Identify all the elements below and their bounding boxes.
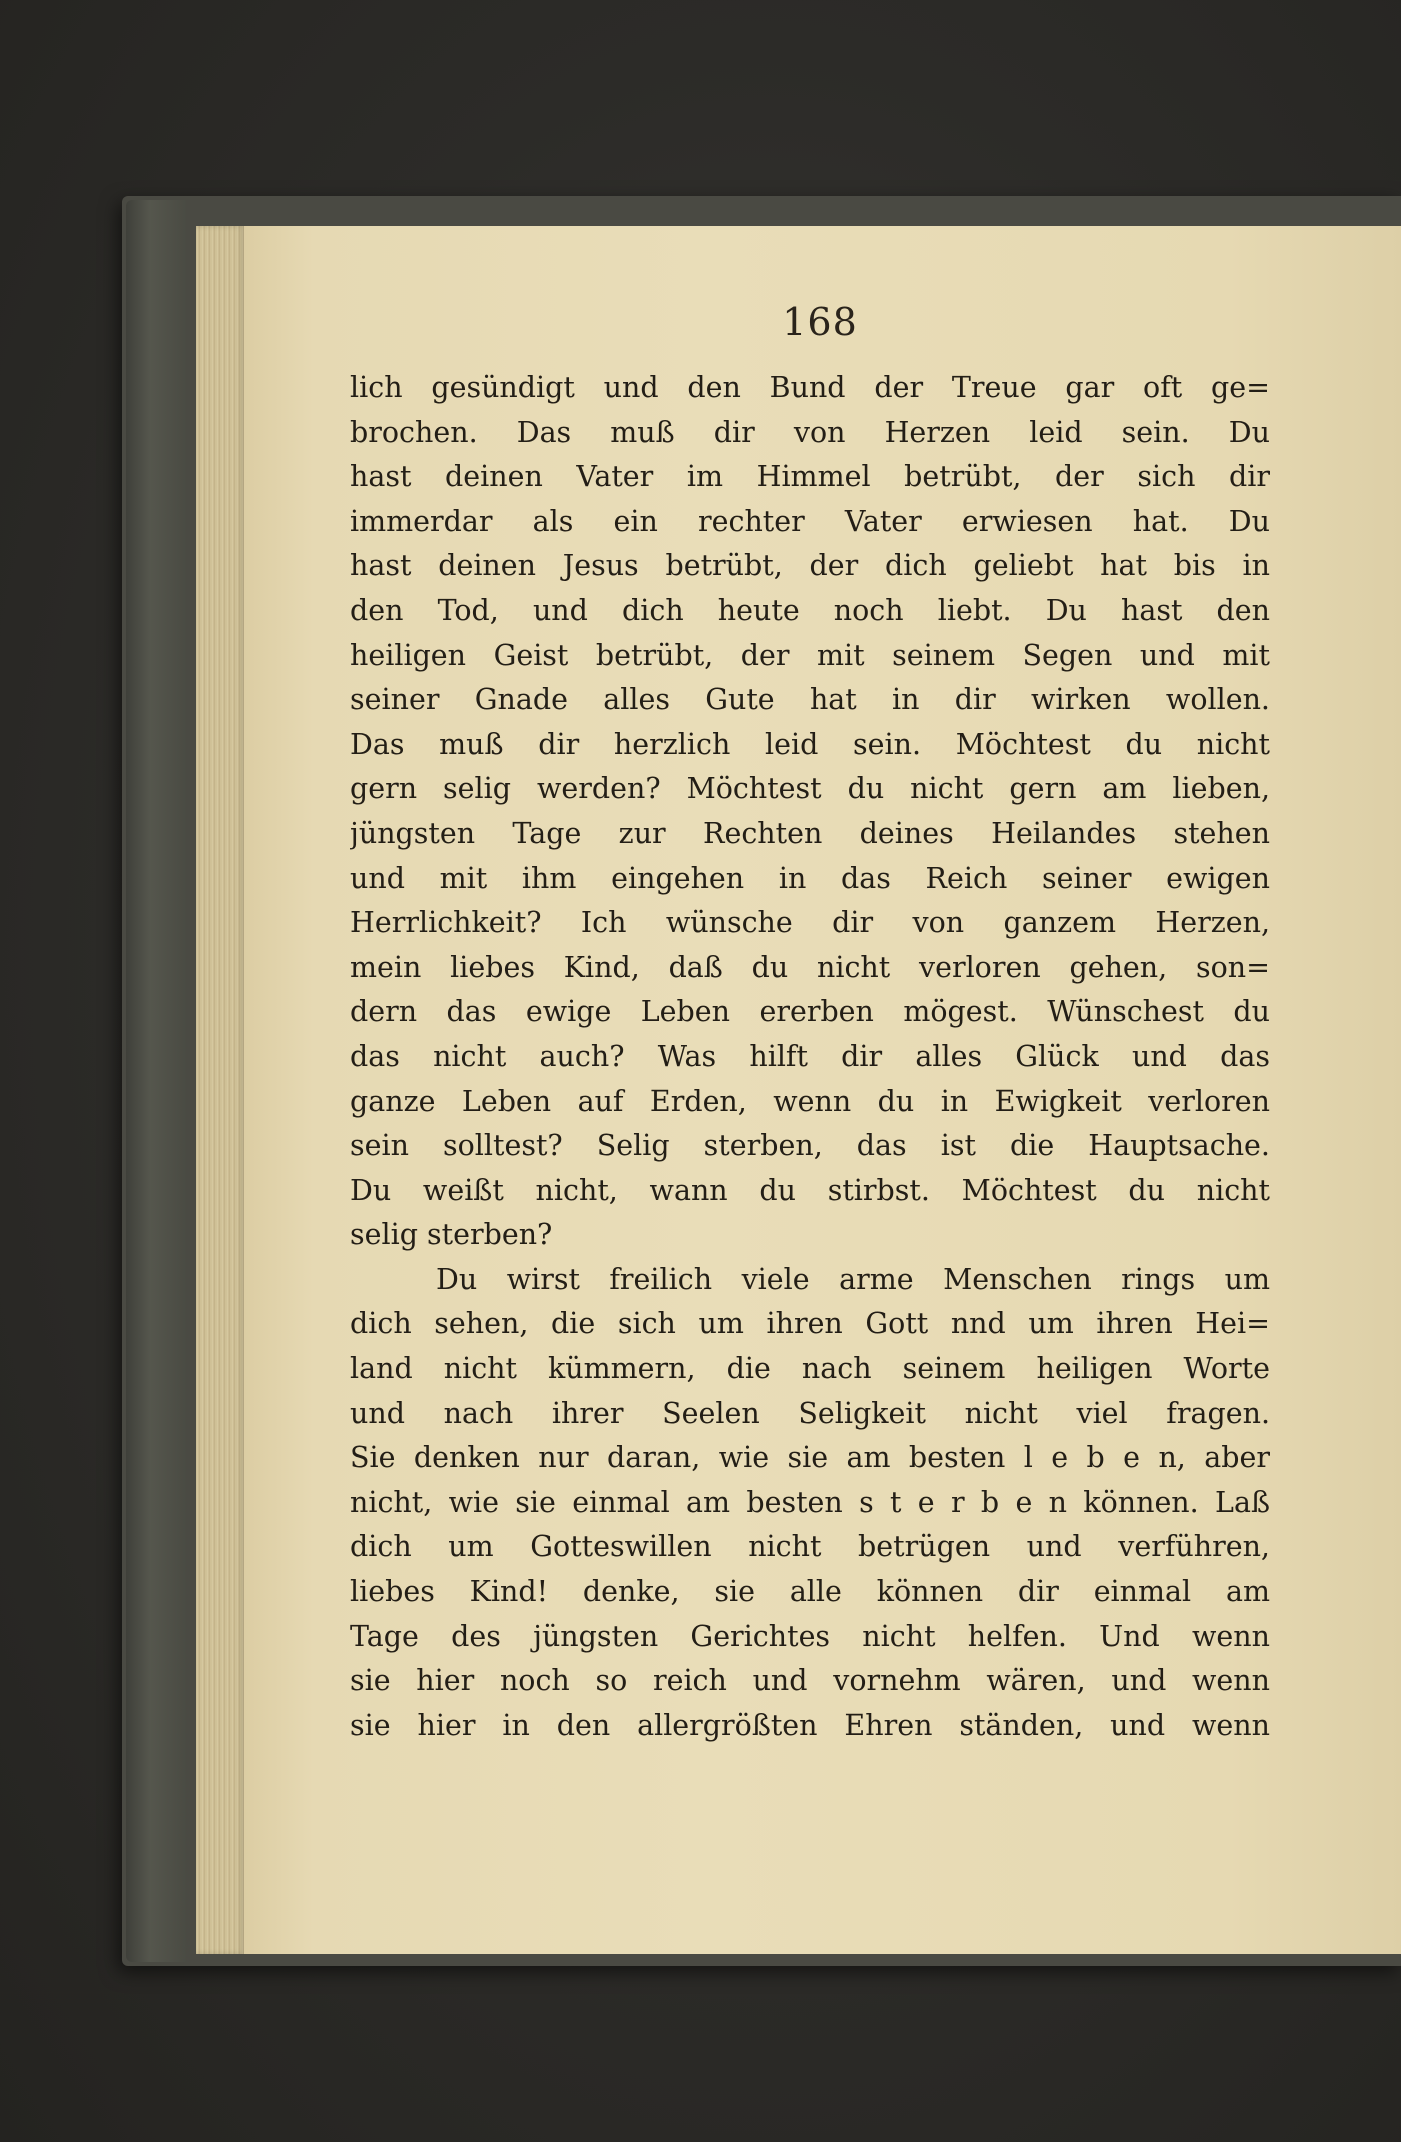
text-line: land nicht kümmern, die nach seinem heiligen Worte <box>350 1352 1270 1386</box>
text-line: sie hier in den allergrößten Ehren ständen, und wenn <box>350 1708 1270 1742</box>
text-line: seiner Gnade alles Gute hat in dir wirken wollen. <box>350 683 1270 717</box>
text-line: Sie denken nur daran, wie sie am besten l e b e n, aber <box>350 1441 1270 1475</box>
page-number: 168 <box>782 300 858 344</box>
text-line: sein solltest? Selig sterben, das ist die Hauptsache. <box>350 1129 1270 1163</box>
text-line: dich sehen, die sich um ihren Gott nnd um ihren Hei= <box>350 1307 1270 1341</box>
text-line: immerdar als ein rechter Vater erwiesen hat. Du <box>350 504 1270 538</box>
text-line: brochen. Das muß dir von Herzen leid sein. Du <box>350 415 1270 449</box>
text-line: ganze Leben auf Erden, wenn du in Ewigkeit verloren <box>350 1084 1270 1118</box>
paragraph <box>350 366 1270 1258</box>
text-line: und nach ihrer Seelen Seligkeit nicht viel fragen. <box>350 1396 1270 1430</box>
page-text <box>350 366 1270 1748</box>
text-line: jüngsten Tage zur Rechten deines Heilandes stehen <box>350 816 1270 850</box>
text-line: Herrlichkeit? Ich wünsche dir von ganzem Herzen, <box>350 906 1270 940</box>
book-spine-edge <box>126 200 186 1962</box>
text-line: hast deinen Vater im Himmel betrübt, der sich dir <box>350 460 1270 494</box>
text-line: Tage des jüngsten Gerichtes nicht helfen. Und wenn <box>350 1619 1270 1653</box>
text-line: Du wirst freilich viele arme Menschen rings um <box>436 1262 1270 1296</box>
text-line: dich um Gotteswillen nicht betrügen und verführen, <box>350 1530 1270 1564</box>
text-line: lich gesündigt und den Bund der Treue gar oft ge= <box>350 371 1270 404</box>
text-line: nicht, wie sie einmal am besten s t e r b e n können. Laß <box>350 1485 1270 1519</box>
text-line: dern das ewige Leben ererben mögest. Wünschest du <box>350 995 1270 1029</box>
text-line: heiligen Geist betrübt, der mit seinem Segen und mit <box>350 638 1270 672</box>
text-line: selig sterben? <box>350 1218 553 1252</box>
text-line: gern selig werden? Möchtest du nicht gern am lieben, <box>350 772 1270 806</box>
text-line: den Tod, und dich heute noch liebt. Du hast den <box>350 593 1270 627</box>
text-line: Das muß dir herzlich leid sein. Möchtest du nicht <box>350 727 1270 761</box>
text-line: und mit ihm eingehen in das Reich seiner ewigen <box>350 861 1270 895</box>
text-line: Du weißt nicht, wann du stirbst. Möchtest du nicht <box>350 1173 1270 1207</box>
page-edges <box>196 226 244 1954</box>
text-line: mein liebes Kind, daß du nicht verloren gehen, son= <box>350 950 1270 984</box>
text-line: sie hier noch so reich und vornehm wären, und wenn <box>350 1664 1270 1698</box>
text-line: das nicht auch? Was hilft dir alles Glück und das <box>350 1039 1270 1073</box>
paragraph <box>350 1258 1270 1749</box>
text-line: hast deinen Jesus betrübt, der dich geliebt hat bis in <box>350 549 1270 583</box>
text-line: liebes Kind! denke, sie alle können dir einmal am <box>350 1575 1270 1609</box>
